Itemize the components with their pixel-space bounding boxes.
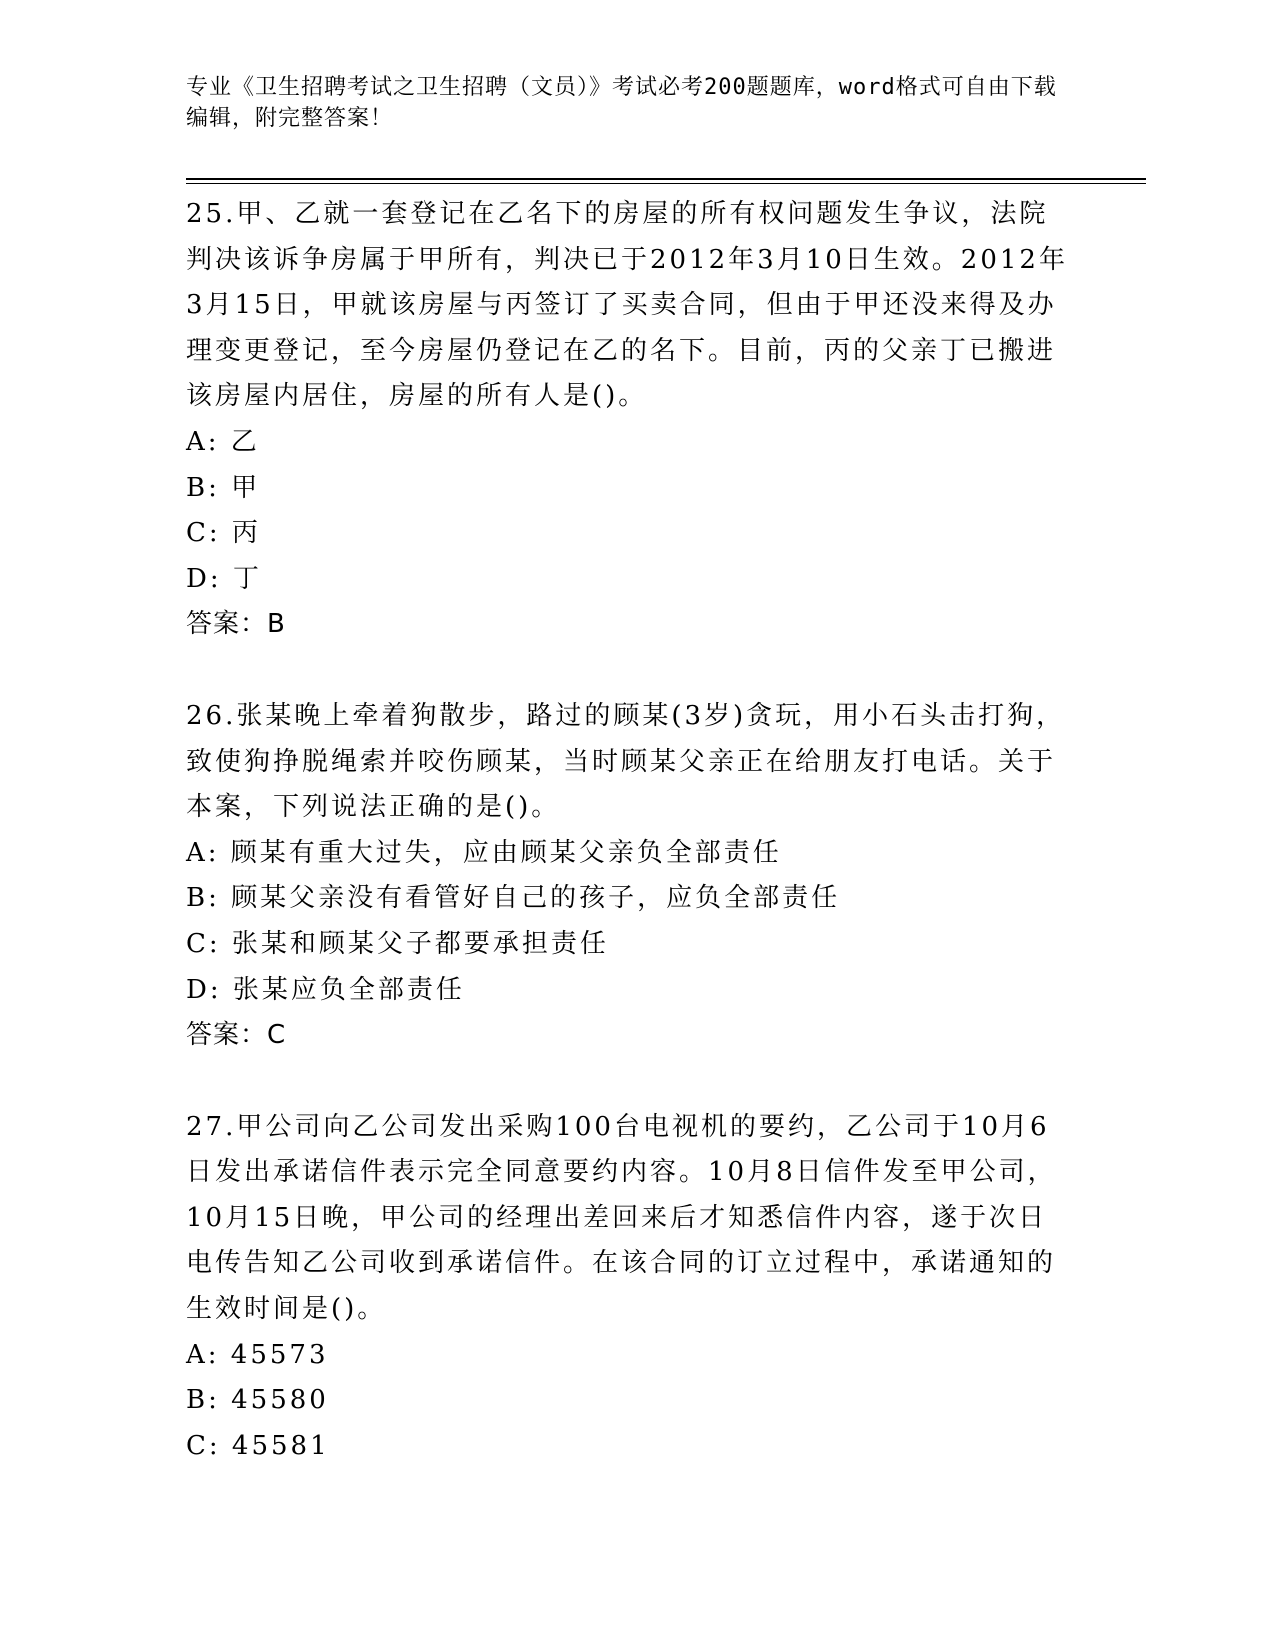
option-list — [186, 1333, 1086, 1470]
question-27 — [186, 1105, 1086, 1470]
header-divider-thin — [186, 183, 1146, 184]
answer-label: 答案：C — [186, 1020, 287, 1051]
question-26 — [186, 694, 1086, 1059]
question-25 — [186, 192, 1086, 648]
option-b: B: 45580 — [186, 1385, 329, 1416]
question-text: 25.甲、乙就一套登记在乙名下的房屋的所有权问题发生争议，法院判决该诉争房属于甲所有，判决已于2012年3月10日生效。2012年3月15日，甲就该房屋与丙签订了买卖合同，但由于甲还没来得及办理变更登记，至今房屋仍登记在乙的名下。目前，丙的父亲丁已搬进该房屋内居住，房屋的所有人是()。 — [186, 199, 1068, 412]
question-text: 27.甲公司向乙公司发出采购100台电视机的要约，乙公司于10月6日发出承诺信件表示完全同意要约内容。10月8日信件发至甲公司，10月15日晚，甲公司的经理出差回来后才知悉信件内容，遂于次日电传告知乙公司收到承诺信件。在该合同的订立过程中，承诺通知的生效时间是()。 — [186, 1111, 1057, 1325]
option-c: C: 张某和顾某父子都要承担责任 — [186, 928, 609, 959]
document-header: 专业《卫生招聘考试之卫生招聘（文员）》考试必考200题题库，word格式可自由下载编辑，附完整答案！ — [186, 75, 1057, 131]
question-text: 26.张某晚上牵着狗散步，路过的顾某(3岁)贪玩，用小石头击打狗，致使狗挣脱绳索并咬伤顾某，当时顾某父亲正在给朋友打电话。关于本案，下列说法正确的是()。 — [186, 700, 1066, 823]
option-d: D: 张某应负全部责任 — [186, 974, 465, 1005]
option-list — [186, 831, 1086, 1013]
option-c: C: 丙 — [186, 518, 261, 549]
option-a: A: 乙 — [186, 426, 260, 457]
option-a: A: 顾某有重大过失，应由顾某父亲负全部责任 — [186, 837, 782, 868]
question-list — [186, 192, 1086, 1515]
option-b: B: 甲 — [186, 472, 261, 503]
option-b: B: 顾某父亲没有看管好自己的孩子，应负全部责任 — [186, 883, 841, 914]
option-d: D: 丁 — [186, 563, 262, 594]
option-c: C: 45581 — [186, 1430, 330, 1461]
header-divider — [186, 178, 1146, 180]
option-list — [186, 420, 1086, 602]
option-a: A: 45573 — [186, 1339, 329, 1370]
answer-label: 答案：B — [186, 609, 286, 640]
